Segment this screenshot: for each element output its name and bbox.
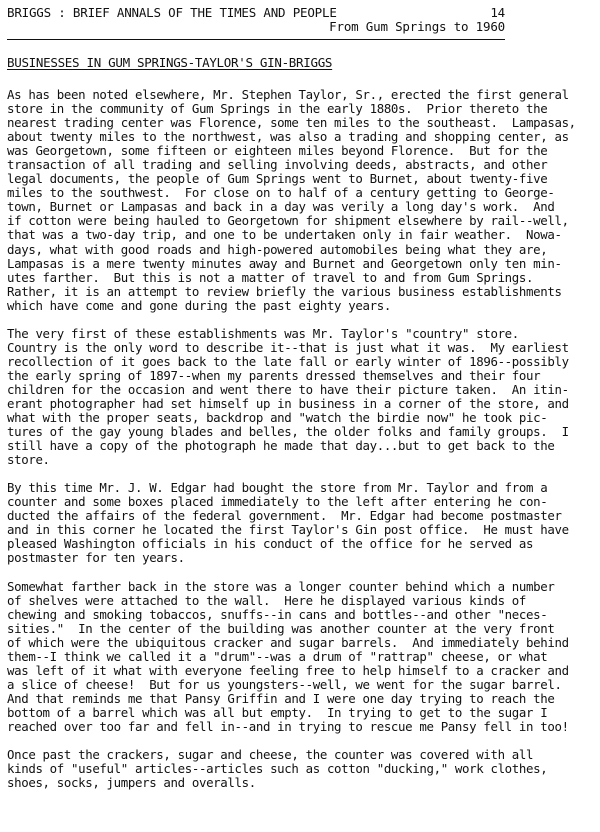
text-line: a slice of cheese! But for us youngsters--well, we went for the sugar barrel. [7,676,562,692]
text-line: children for the occasion and went there to have their picture taken. An itin- [7,381,569,397]
paragraph [7,748,599,790]
text-line: Once past the crackers, sugar and cheese, the counter was covered with all [7,747,534,763]
text-line: utes farther. But this is not a matter of travel to and from Gum Springs. [7,269,534,285]
text-line: store. [7,452,50,468]
text-line: As has been noted elsewhere, Mr. Stephen Taylor, Sr., erected the first general [7,87,569,102]
text-line: nearest trading center was Florence, some ten miles to the southeast. Lampasas, [7,115,576,131]
text-line: And that reminds me that Pansy Griffin and I were one day trying to reach the [7,690,555,706]
header-rule [7,39,505,40]
text-line: Lampasas is a mere twenty minutes away and Burnet and Georgetown only ten min- [7,255,562,271]
text-line: kinds of "useful" articles--articles such as cotton "ducking," work clothes, [7,761,548,777]
header-title: BRIGGS : BRIEF ANNALS OF THE TIMES AND PEOPLE [7,5,337,20]
paragraph [7,327,599,467]
text-line: shoes, socks, jumpers and overalls. [7,775,256,791]
text-line: was Georgetown, some fifteen or eighteen miles beyond Florence. But for the [7,143,548,159]
header-subtitle: From Gum Springs to 1960 [329,19,505,34]
text-line: transaction of all trading and selling involving deeds, abstracts, and other [7,157,548,173]
text-line: counter and some boxes placed immediately to the left after entering he con- [7,494,548,510]
text-line: Country is the only word to describe it--that is just what it was. My earliest [7,339,569,355]
text-line: about twenty miles to the northwest, was also a trading and shopping center, as [7,129,569,145]
text-line: miles to the southwest. For close on to half of a century getting to George- [7,185,555,201]
text-line: sities." In the center of the building was another counter at the very front [7,620,555,636]
text-line: of which were the ubiquitous cracker and sugar barrels. And immediately behind [7,634,569,650]
text-line: if cotton were being hauled to Georgetown for shipment elsewhere by rail--well, [7,213,569,229]
paragraph [7,481,599,565]
section-title: BUSINESSES IN GUM SPRINGS-TAYLOR'S GIN-BRIGGS [7,55,333,70]
text-line: still have a copy of the photograph he made that day...but to get back to the [7,438,555,454]
text-line: and in this corner he located the first Taylor's Gin post office. He must have [7,522,569,538]
document-body [7,88,599,804]
text-line: the early spring of 1897--when my parents dressed themselves and their four [7,367,541,383]
text-line: postmaster for ten years. [7,550,185,566]
text-line: them--I think we called it a "drum"--was a drum of "rattrap" cheese, or what [7,648,548,664]
text-line: was left of it what with everyone feeling free to help himself to a cracker and [7,662,569,678]
text-line: tures of the gay young blades and belles, the older folks and family groups. I [7,424,569,440]
text-line: ducted the affairs of the federal government. Mr. Edgar had become postmaster [7,508,562,524]
text-line: what with the proper seats, backdrop and "watch the birdie now" he took pic- [7,410,548,426]
text-line: recollection of it goes back to the late fall or early winter of 1896--possibly [7,353,569,369]
text-line: which have come and gone during the past eighty years. [7,297,391,313]
text-line: Somewhat farther back in the store was a longer counter behind which a number [7,578,555,594]
text-line: of shelves were attached to the wall. Here he displayed various kinds of [7,592,527,608]
text-line: store in the community of Gum Springs in the early 1880s. Prior thereto the [7,101,548,117]
text-line: that was a two-day trip, and one to be undertaken only in fair weather. Nowa- [7,227,562,243]
text-line: bottom of a barrel which was all but empty. In trying to get to the sugar I [7,704,548,720]
text-line: legal documents, the people of Gum Springs went to Burnet, about twenty-five [7,171,548,187]
text-line: days, what with good roads and high-powered automobiles being what they are, [7,241,548,257]
text-line: pleased Washington officials in his conduct of the office for he served as [7,536,534,552]
page-number: 14 [490,5,505,20]
text-line: chewing and smoking tobaccos, snuffs--in cans and bottles--and other "neces- [7,606,548,622]
running-header [7,6,505,40]
paragraph [7,580,599,735]
text-line: reached over too far and fell in--and in trying to rescue me Pansy fell in too! [7,718,569,734]
text-line: erant photographer had set himself up in business in a corner of the store, and [7,395,569,411]
text-line: By this time Mr. J. W. Edgar had bought the store from Mr. Taylor and from a [7,480,548,496]
paragraph [7,88,599,313]
text-line: town, Burnet or Lampasas and back in a day was verily a long day's work. And [7,199,555,215]
text-line: Rather, it is an attempt to review briefly the various business establishments [7,283,562,299]
text-line: The very first of these establishments was Mr. Taylor's "country" store. [7,325,519,341]
